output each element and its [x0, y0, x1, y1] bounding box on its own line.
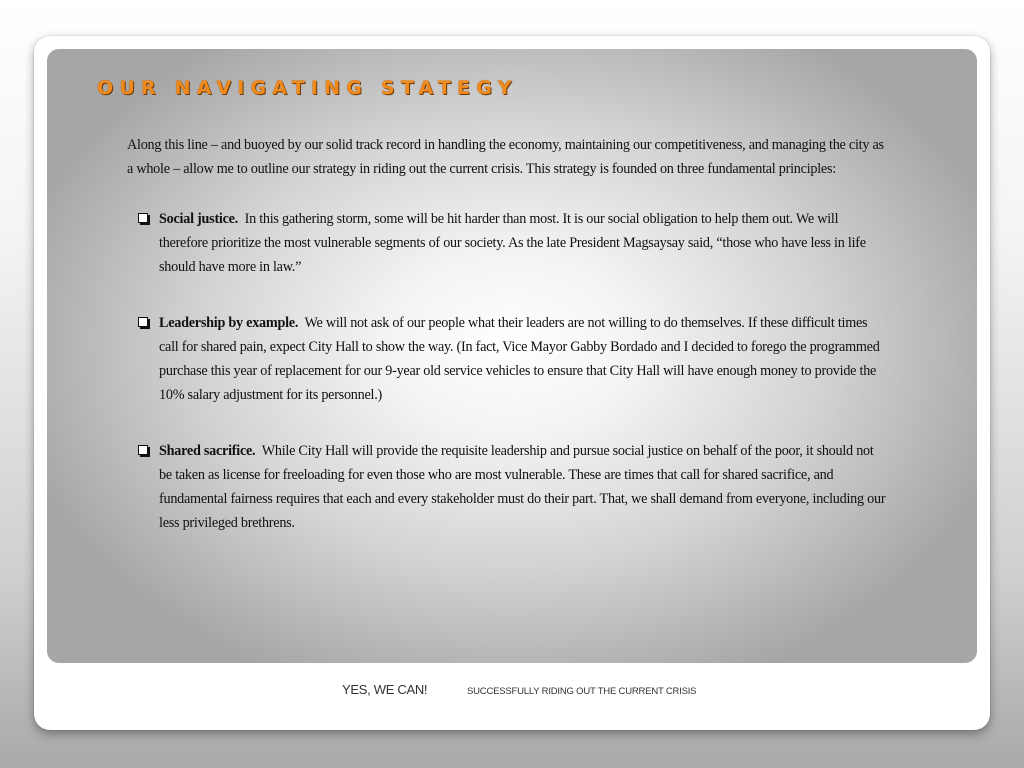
bullet-item-shared-sacrifice — [127, 439, 887, 535]
bullet-heading: Shared sacrifice. — [159, 443, 256, 459]
slide-body — [127, 133, 887, 567]
slide-title: OUR NAVIGATING STATEGY — [97, 77, 518, 99]
intro-paragraph: Along this line – and buoyed by our solid track record in handling the economy, maintaining our competitiveness, and managing the city as a whole – allow me to outline our strategy in riding out the current crisis. This strategy is founded on three fundamental principles: — [127, 137, 884, 177]
bullet-text: While City Hall will provide the requisite leadership and pursue social justice on behalf of the poor, it should not be taken as license for freeloading for even those who are most vulnerable. These are times that call for shared sacrifice, and fundamental fairness requires that each and every stakeholder must do their part. That, we shall demand from everyone, including our less privileged brethrens. — [159, 443, 886, 531]
bullet-heading: Social justice. — [159, 211, 238, 227]
footer-slogan: YES, WE CAN! — [342, 682, 428, 697]
slide-frame — [34, 36, 990, 730]
checkbox-square-icon — [138, 317, 148, 327]
footer-subtitle: SUCCESSFULLY RIDING OUT THE CURRENT CRISIS — [467, 686, 697, 697]
bullet-item-social-justice — [127, 207, 887, 279]
checkbox-square-icon — [138, 445, 148, 455]
bullet-text: We will not ask of our people what their leaders are not willing to do themselves. If these difficult times call for shared pain, expect City Hall to show the way. (In fact, Vice Mayor Gabby Bordado and I decided to forego the programmed purchase this year of replacement for our 9-year old service vehicles to ensure that City Hall will have enough money to provide the 10% salary adjustment for its personnel.) — [159, 315, 880, 403]
checkbox-square-icon — [138, 213, 148, 223]
content-panel — [47, 49, 977, 663]
bullet-item-leadership-by-example — [127, 311, 887, 407]
bullet-text: In this gathering storm, some will be hit harder than most. It is our social obligation to help them out. We will therefore prioritize the most vulnerable segments of our society. As the late President Magsaysay said, “those who have less in life should have more in law.” — [159, 211, 866, 275]
bullet-heading: Leadership by example. — [159, 315, 299, 331]
slide-footer — [34, 676, 990, 706]
